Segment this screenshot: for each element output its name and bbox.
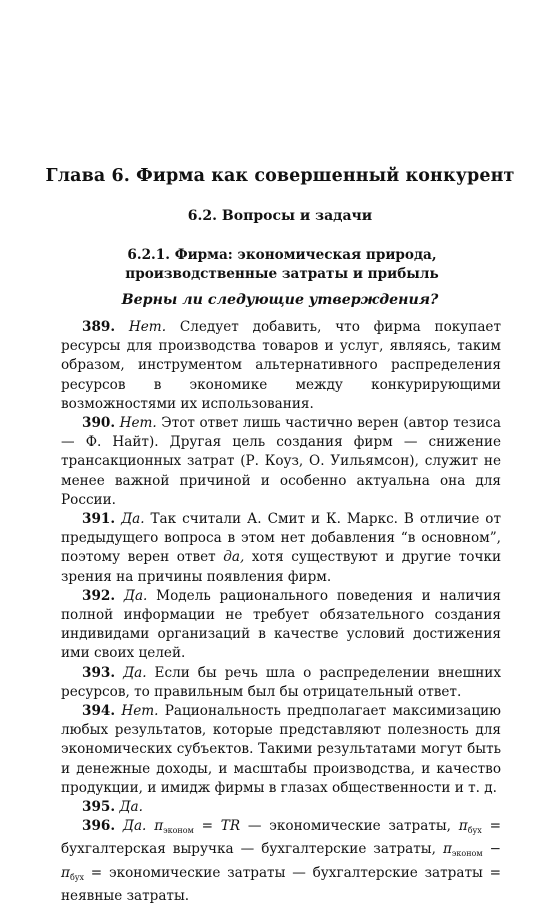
answer-text: Так считали А. Смит и К. Маркс. В отличие от предыдущего вопроса в этом нет добавления “в основном”, поэтому верен ответ <box>61 511 502 566</box>
subsection-title: 6.2.1. Фирма: экономическая природа, производственные затраты и прибыль <box>125 247 439 282</box>
answer-389 <box>61 318 501 414</box>
answer-verdict: Нет. <box>128 319 167 335</box>
profit-symbol: π <box>442 841 452 858</box>
answer-text-italic: да, <box>223 549 245 566</box>
answer-number: 396. <box>82 818 116 835</box>
answer-number: 391. <box>82 511 116 528</box>
profit-subscript: бух <box>69 872 84 882</box>
profit-subscript: эконом <box>451 849 483 859</box>
question-heading: Верны ли следующие утверждения? <box>121 292 439 308</box>
answer-text: Если бы речь шла о распределении внешних ресурсов, то правильным был бы отрицательный ответ. <box>61 664 501 700</box>
answer-392 <box>61 587 501 664</box>
answer-text: — экономические затраты, <box>240 818 459 835</box>
profit-subscript: бух <box>467 826 482 836</box>
total-revenue-symbol: TR <box>220 818 241 835</box>
minus-sign: − <box>482 841 501 858</box>
answer-number: 393. <box>82 664 116 681</box>
answer-verdict: Нет. <box>121 703 159 720</box>
answer-text: Модель рационального поведения и наличия полной информации не требует обязательного создания индивидами организаций в качестве условий достижения ими своих целей. <box>61 587 501 662</box>
answer-verdict: Да. <box>122 818 147 835</box>
answers-list <box>61 318 501 906</box>
answer-390 <box>61 414 501 510</box>
answer-395 <box>61 798 501 817</box>
answer-number: 389. <box>82 319 116 335</box>
answer-text: Следует добавить, что фирма покупает ресурсы для производства товаров и услуг, являясь, таким образом, инструментом альтернативного распределения ресурсов в экономике между конкурирующими возможностями их использования. <box>61 319 501 412</box>
profit-symbol: π <box>154 818 164 835</box>
chapter-title: Глава 6. Фирма как совершенный конкурент <box>45 166 515 186</box>
answer-393 <box>61 664 501 702</box>
profit-symbol: π <box>61 864 70 881</box>
answer-verdict: Да. <box>123 664 147 681</box>
answer-number: 395. <box>82 799 116 816</box>
answer-verdict: Да. <box>123 587 148 604</box>
answer-396 <box>61 817 501 906</box>
section-title: 6.2. Вопросы и задачи <box>187 208 373 224</box>
answer-text: = экономические затраты — бухгалтерские затраты = неявные затраты. <box>61 864 501 904</box>
answer-number: 390. <box>82 415 116 432</box>
answer-number: 392. <box>82 587 116 604</box>
answer-verdict: Да. <box>119 799 143 816</box>
answer-number: 394. <box>82 703 116 720</box>
profit-symbol: π <box>458 818 468 835</box>
answer-text: Рациональность предполагает максимизацию любых результатов, которые представляют полезность для экономических субъектов. Такими результатами могут быть и денежные доходы, и масштабы производства, и качество продукции, и имидж фирмы в глазах общественности и т. д. <box>61 703 501 796</box>
answer-391 <box>61 510 501 587</box>
answer-verdict: Нет. <box>119 415 157 432</box>
answer-verdict: Да. <box>121 511 145 528</box>
answer-text: = бухгалтерская выручка — бухгалтерские затраты, <box>61 818 501 858</box>
equals-sign: = <box>193 818 221 835</box>
profit-subscript: эконом <box>163 826 194 836</box>
answer-text: Этот ответ лишь частично верен (автор тезиса — Ф. Найт). Другая цель создания фирм — снижение трансакционных затрат (Р. Коуз, О. Уильямсон), служит не менее важной причиной и особенно актуальна она для России. <box>61 415 501 508</box>
answer-394 <box>61 702 501 798</box>
answer-text: хотя существуют и другие точки зрения на причины появления фирм. <box>61 549 502 585</box>
